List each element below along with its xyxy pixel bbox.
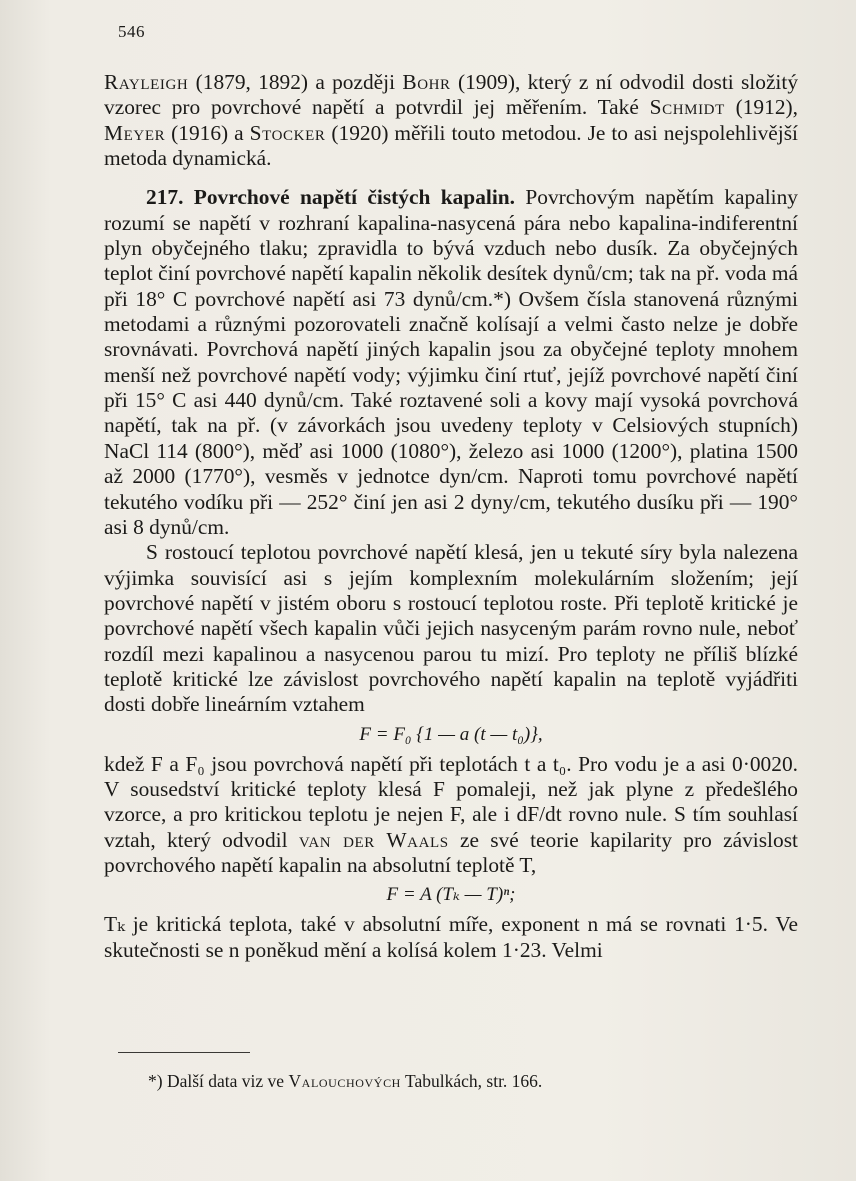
section-body: Povrchovým napětím kapaliny rozumí se napětí v rozhraní kapalina-nasycená pára nebo kapalina-indiferentní plyn obyčejného tlaku; zpravidla to bývá vzduch nebo dusík. Za obyčejných teplot činí povrchové napětí kapalin několik desítek dynů/cm; tak na př. voda má při 18° C povrchové napětí asi 73 dynů/cm.*) Ovšem čísla stanovená různými metodami a různými pozorovateli značně kolísají a velmi často nelze je dobře srovnávati. Povrchová napětí jiných kapalin jsou za obyčejné teploty mnohem menší než povrchové napětí vody; výjimku činí rtuť, jejíž povrchové napětí činí při 15° C asi 440 dynů/cm. Také roztavené soli a kovy mají vysoká povrchová napětí, tak na př. (v závorkách jsou uvedeny teploty v Celsiových stupních) NaCl 114 (800°), měď asi 1000 (1080°), železo asi 1000 (1200°), platina 1500 až 2000 (1770°), vesměs v jednotce dyn/cm. Naproti tomu povrchové napětí tekutého vodíku při — 252° činí jen asi 2 dyny/cm, tekutého dusíku při — 190° asi 8 dynů/cm. [104, 185, 798, 539]
formula-explanation: kdež F a F₀ jsou povrchová napětí při teplotách t a t₀. Pro vodu je a asi 0·0020. V sousedství kritické teploty klesá F pomaleji, než jak plyne z předešlého vzorce, a pro kritickou teplotu je nejen F, ale i dF/dt rovno nule. S tím souhlasí vztah, který odvodil van der Waals ze své teorie kapilarity pro závislost povrchového napětí kapalin na absolutní teplotě T, [104, 751, 798, 877]
intro-paragraph: Rayleigh (1879, 1892) a později Bohr (1909), který z ní odvodil dosti složitý vzorec pro povrchové napětí a potvrdil jej měřením. Také Schmidt (1912), Meyer (1916) a Stocker (1920) měřili touto metodou. Je to asi nejspolehlivější metoda dynamická. [104, 70, 799, 171]
section-title: Povrchové napětí čistých kapalin. [193, 185, 516, 210]
section-number: 217. [146, 185, 184, 210]
van-der-waals-formula: F = A (Tₖ — T)ⁿ; [386, 884, 516, 906]
author-name: Rayleigh [104, 70, 189, 94]
body-text [104, 70, 798, 963]
author-name: Schmidt [649, 95, 725, 120]
author-name: Stocker [249, 120, 326, 145]
linear-formula: F = F₀ {1 — a (t — t₀)}, [359, 723, 543, 745]
final-paragraph: Tₖ je kritická teplota, také v absolutní míře, exponent n má se rovnati 1·5. Ve skutečnosti se n poněkud mění a kolísá kolem 1·23. Velmi [104, 912, 798, 962]
author-name: van der Waals [298, 827, 449, 852]
footnote-divider [118, 1052, 250, 1053]
author-name: Meyer [104, 120, 166, 145]
section-217-paragraph [104, 185, 798, 540]
page-number: 546 [118, 22, 145, 41]
footnote: *) Další data viz ve Valouchových Tabulkách, str. 166. [148, 1071, 543, 1091]
author-name: Bohr [402, 70, 451, 94]
footnote-author: Valouchových [288, 1071, 401, 1091]
temperature-paragraph: S rostoucí teplotou povrchové napětí klesá, jen u tekuté síry byla nalezena výjimka souvisící asi s jejím komplexním molekulárním složením; její povrchové napětí v jistém oboru s rostoucí teplotou roste. Při teplotě kritické je povrchové napětí všech kapalin vůči jejich nasyceným parám rovno nule, neboť rozdíl mezi kapalinou a nasycenou parou tu mizí. Pro teploty ne příliš blízké teplotě kritické lze závislost povrchového napětí kapalin na teplotě vyjádřiti dosti dobře lineárním vztahem [104, 540, 798, 717]
